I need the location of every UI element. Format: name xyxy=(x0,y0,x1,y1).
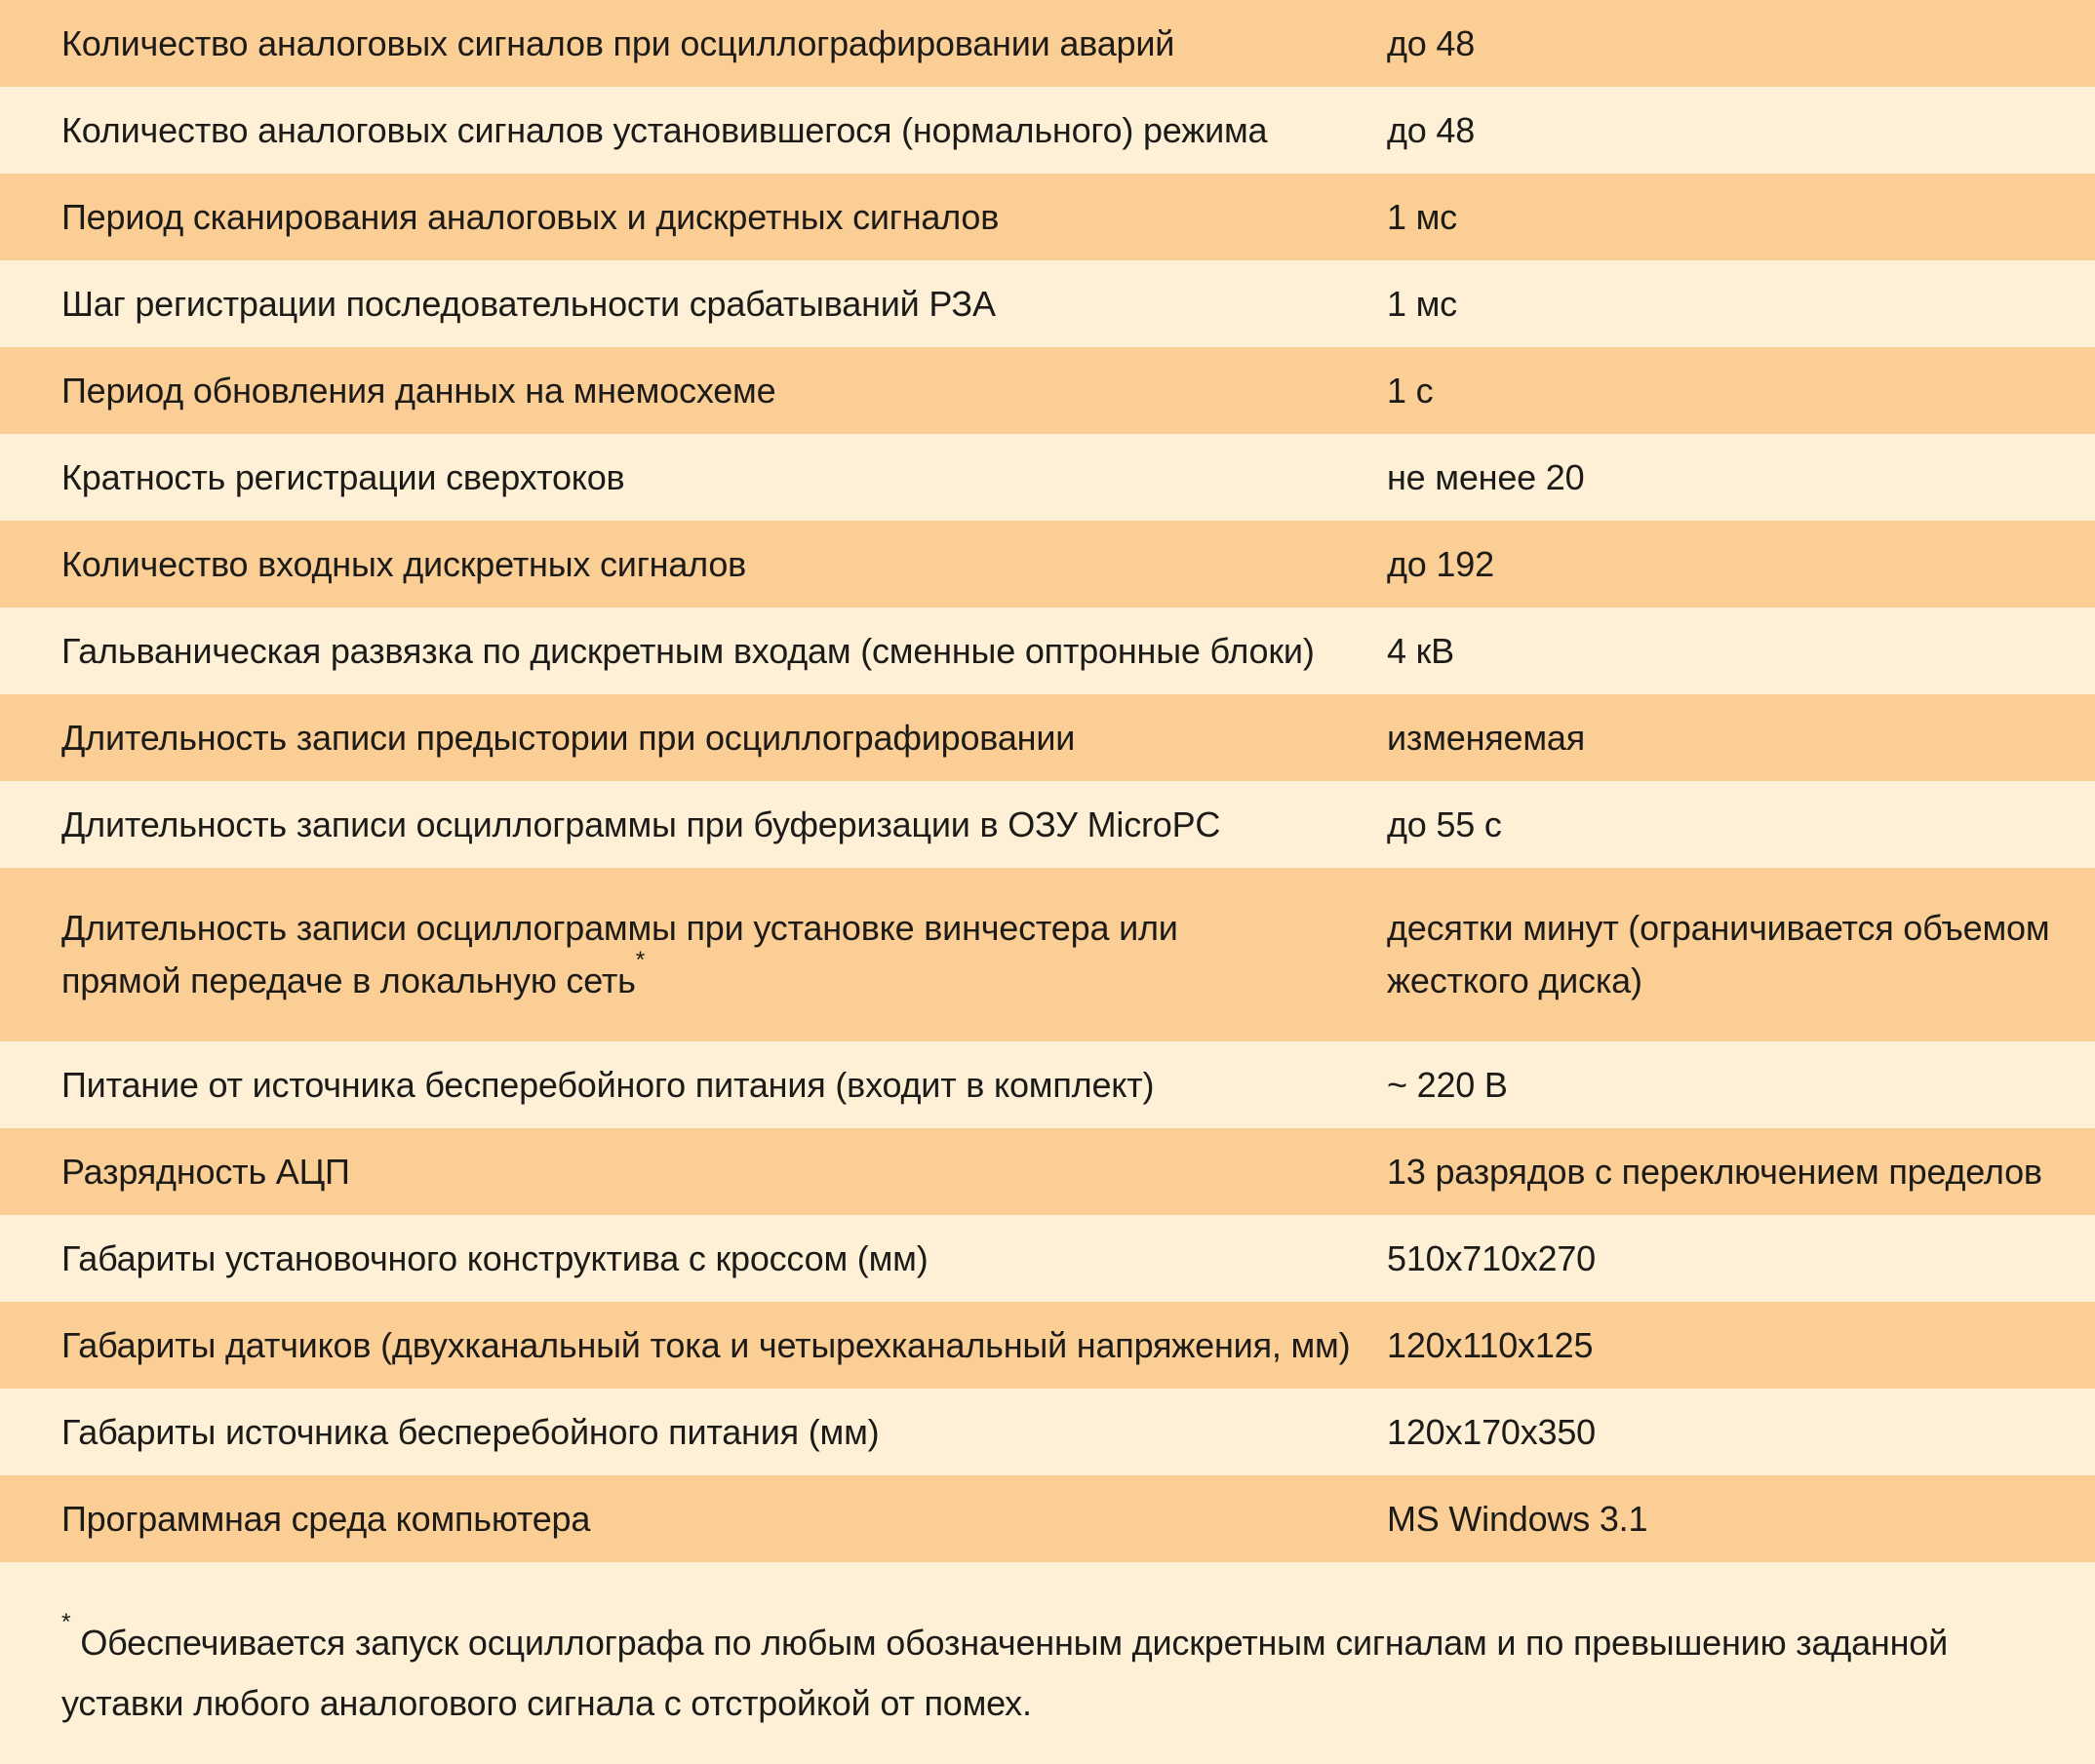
value-text: 120x110x125 xyxy=(1387,1324,1594,1365)
value-text: 1 мс xyxy=(1387,196,1457,237)
footnote-ref-marker: * xyxy=(635,946,646,973)
param-text: Шаг регистрации последовательности срабатываний РЗА xyxy=(61,283,996,324)
footnote-marker: * xyxy=(61,1608,71,1635)
value-text: ~ 220 В xyxy=(1387,1064,1508,1105)
table-row xyxy=(0,521,2095,608)
param-cell xyxy=(0,1406,1387,1459)
param-cell xyxy=(0,278,1387,331)
value-cell xyxy=(1387,625,2095,678)
value-cell xyxy=(1387,451,2095,504)
value-cell xyxy=(1387,538,2095,591)
param-text: Питание от источника бесперебойного питания (входит в комплект) xyxy=(61,1064,1155,1105)
param-cell xyxy=(0,799,1387,851)
param-text: Длительность записи предыстории при осциллографировании xyxy=(61,717,1076,758)
table-row xyxy=(0,608,2095,694)
value-text: 13 разрядов с переключением пределов xyxy=(1387,1151,2042,1192)
param-cell xyxy=(0,104,1387,157)
table-row xyxy=(0,260,2095,347)
table-row xyxy=(0,1215,2095,1302)
table-row xyxy=(0,1475,2095,1562)
value-cell xyxy=(1387,365,2095,417)
param-text: Период обновления данных на мнемосхеме xyxy=(61,370,776,411)
param-cell xyxy=(0,625,1387,678)
param-cell xyxy=(0,1146,1387,1198)
value-cell xyxy=(1387,1319,2095,1372)
table-row xyxy=(0,694,2095,781)
param-cell xyxy=(0,712,1387,764)
param-text: Количество аналоговых сигналов при осциллографировании аварий xyxy=(61,22,1175,63)
param-cell xyxy=(0,1233,1387,1285)
param-text: Длительность записи осциллограммы при буферизации в ОЗУ MicroPC xyxy=(61,804,1221,844)
param-text-line2: прямой передаче в локальную сеть xyxy=(61,960,636,1000)
param-text: Период сканирования аналоговых и дискретных сигналов xyxy=(61,196,1000,237)
value-cell xyxy=(1387,712,2095,764)
footnote xyxy=(61,1608,2046,1734)
table-row xyxy=(0,0,2095,87)
table-row xyxy=(0,1128,2095,1215)
value-text: до 55 с xyxy=(1387,804,1502,844)
value-cell xyxy=(1387,1059,2095,1112)
value-cell xyxy=(1387,1406,2095,1459)
param-cell xyxy=(0,451,1387,504)
value-text: 510x710x270 xyxy=(1387,1237,1596,1278)
value-text: MS Windows 3.1 xyxy=(1387,1498,1648,1539)
table-row xyxy=(0,1302,2095,1389)
param-text: Кратность регистрации сверхтоков xyxy=(61,456,625,497)
table-row xyxy=(0,434,2095,521)
table-row xyxy=(0,781,2095,868)
param-text: Габариты установочного конструктива с кроссом (мм) xyxy=(61,1237,929,1278)
param-cell xyxy=(0,1493,1387,1546)
param-cell xyxy=(0,18,1387,70)
value-text-line2: жесткого диска) xyxy=(1387,960,1642,1000)
table-row xyxy=(0,87,2095,174)
param-cell xyxy=(0,365,1387,417)
value-cell xyxy=(1387,1146,2095,1198)
value-text: не менее 20 xyxy=(1387,456,1585,497)
table-row xyxy=(0,1389,2095,1475)
value-cell xyxy=(1387,1233,2095,1285)
value-cell xyxy=(1387,191,2095,244)
footnote-text: Обеспечивается запуск осциллографа по любым обозначенным дискретным сигналам и по превышению заданной уставки любого аналогового сигнала с отстройкой от помех. xyxy=(61,1623,1949,1723)
value-text: 1 с xyxy=(1387,370,1434,411)
table-row xyxy=(0,347,2095,434)
value-cell xyxy=(1387,104,2095,157)
param-cell xyxy=(0,538,1387,591)
param-text: Количество аналоговых сигналов установившегося (нормального) режима xyxy=(61,109,1268,150)
param-text: Разрядность АЦП xyxy=(61,1151,350,1192)
table-row xyxy=(0,174,2095,260)
value-text: до 48 xyxy=(1387,22,1476,63)
param-text: Программная среда компьютера xyxy=(61,1498,591,1539)
param-text: Габариты датчиков (двухканальный тока и четырехканальный напряжения, мм) xyxy=(61,1324,1351,1365)
value-text: до 192 xyxy=(1387,543,1494,584)
param-cell xyxy=(0,902,1387,1007)
value-text: изменяемая xyxy=(1387,717,1586,758)
param-cell xyxy=(0,1319,1387,1372)
param-text: Количество входных дискретных сигналов xyxy=(61,543,747,584)
param-cell xyxy=(0,191,1387,244)
value-text: 1 мс xyxy=(1387,283,1457,324)
value-cell xyxy=(1387,18,2095,70)
value-text: до 48 xyxy=(1387,109,1476,150)
value-cell xyxy=(1387,278,2095,331)
param-text: Длительность записи осциллограммы при установке винчестера или xyxy=(61,908,1178,948)
value-text: десятки минут (ограничивается объемом xyxy=(1387,908,2050,948)
table-row xyxy=(0,1041,2095,1128)
footnote-section xyxy=(0,1562,2095,1734)
param-text: Габариты источника бесперебойного питания (мм) xyxy=(61,1411,880,1452)
value-cell xyxy=(1387,1493,2095,1546)
value-cell xyxy=(1387,902,2095,1007)
param-cell xyxy=(0,1059,1387,1112)
param-text: Гальваническая развязка по дискретным входам (сменные оптронные блоки) xyxy=(61,630,1315,671)
value-text: 120x170x350 xyxy=(1387,1411,1596,1452)
value-text: 4 кВ xyxy=(1387,630,1454,671)
table-row xyxy=(0,868,2095,1041)
value-cell xyxy=(1387,799,2095,851)
